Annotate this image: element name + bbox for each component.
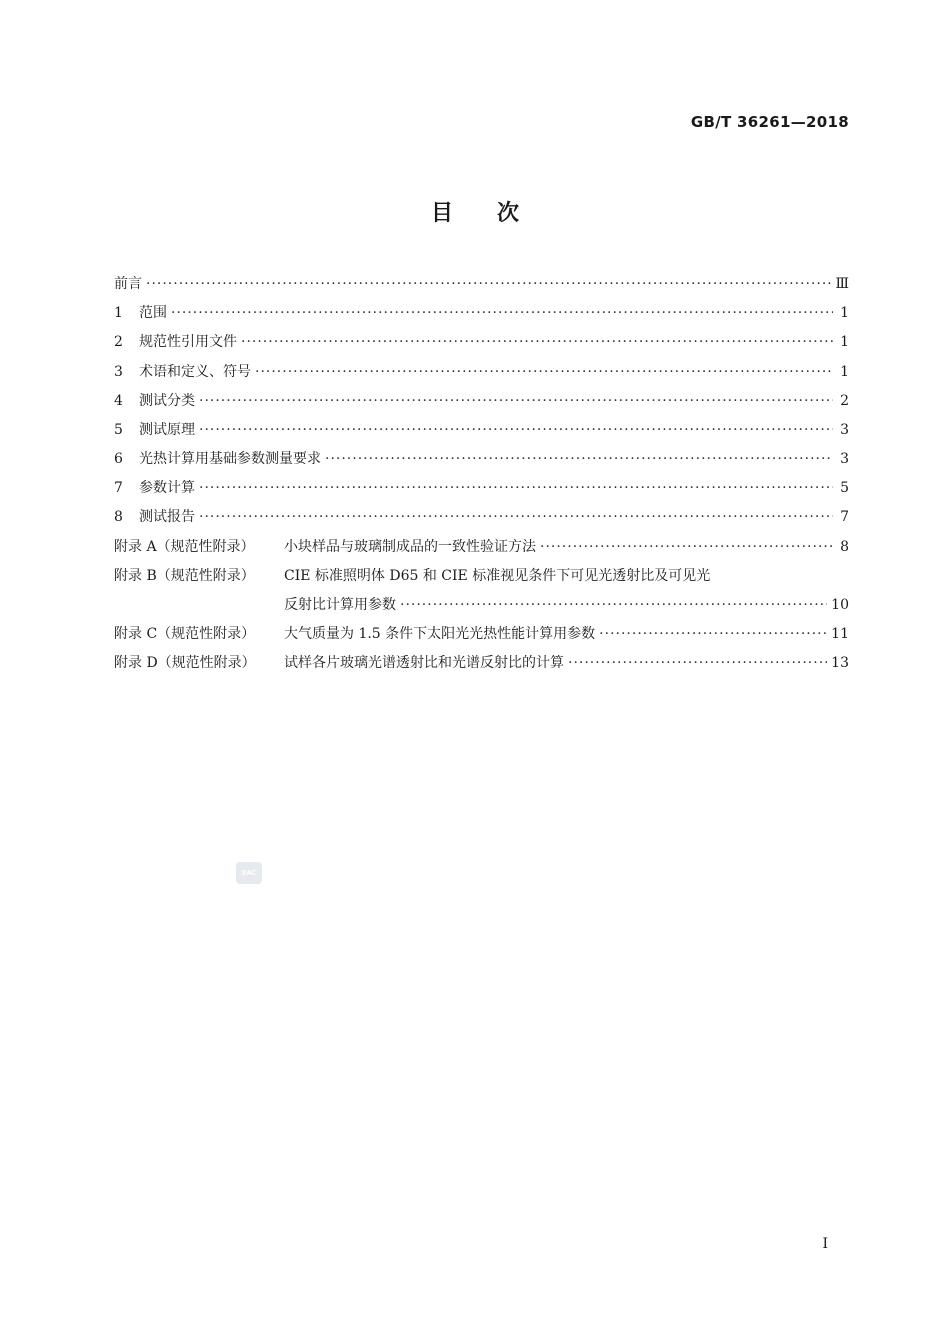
toc-entry-measurement-requirements[interactable] — [114, 445, 849, 474]
toc-entry-text: 范围 — [139, 305, 167, 322]
toc-leader — [199, 416, 833, 445]
toc-leader — [199, 503, 833, 532]
toc-page-number: 2 — [840, 392, 849, 409]
toc-leader — [540, 533, 833, 562]
toc-entry-normative-references[interactable] — [114, 328, 849, 357]
toc-entry-text: 测试原理 — [139, 421, 195, 438]
toc-entry-text: 测试分类 — [139, 392, 195, 409]
toc-entry-annex-c[interactable] — [114, 620, 849, 649]
toc-page-number: 7 — [840, 509, 849, 526]
toc-entry-text: 规范性引用文件 — [139, 334, 237, 351]
toc-entry-text: 术语和定义、符号 — [139, 363, 251, 380]
toc-entry-number: 7 — [114, 480, 123, 497]
toc-entry-annex-b-continued[interactable] — [114, 591, 849, 620]
toc-entry-text: 试样各片玻璃光谱透射比和光谱反射比的计算 — [284, 655, 564, 672]
toc-entry-annex-a[interactable] — [114, 533, 849, 562]
toc-entry-test-classification[interactable] — [114, 387, 849, 416]
toc-page-number: 3 — [840, 451, 849, 468]
toc-page-number: Ⅲ — [835, 275, 849, 292]
toc-entry-terms-definitions[interactable] — [114, 358, 849, 387]
toc-leader — [568, 649, 827, 678]
toc-entry-text: 测试报告 — [139, 509, 195, 526]
toc-entry-text: 大气质量为 1.5 条件下太阳光光热性能计算用参数 — [284, 626, 596, 643]
toc-page-number: 1 — [840, 363, 849, 380]
toc-entry-number: 5 — [114, 421, 123, 438]
toc-entry-text: CIE 标准照明体 D65 和 CIE 标准视见条件下可见光透射比及可见光 — [284, 567, 711, 584]
toc-leader — [199, 474, 833, 503]
toc-entry-test-principle[interactable] — [114, 416, 849, 445]
table-of-contents — [114, 270, 849, 679]
toc-entry-number: 2 — [114, 334, 123, 351]
toc-leader — [171, 299, 833, 328]
toc-entry-number: 4 — [114, 392, 123, 409]
toc-entry-text: 小块样品与玻璃制成品的一致性验证方法 — [284, 538, 536, 555]
page-title: 目次 — [430, 201, 563, 226]
toc-entry-scope[interactable] — [114, 299, 849, 328]
toc-entry-annex-d[interactable] — [114, 649, 849, 678]
toc-leader — [255, 358, 833, 387]
toc-page-number: 1 — [840, 334, 849, 351]
toc-page-number: 3 — [840, 421, 849, 438]
toc-page-number: 1 — [840, 305, 849, 322]
toc-entry-foreword[interactable] — [114, 270, 849, 299]
toc-annex-prefix: 附录 C（规范性附录） — [114, 626, 256, 643]
toc-page-number: 13 — [831, 655, 849, 672]
toc-entry-test-report[interactable] — [114, 504, 849, 533]
toc-leader — [241, 328, 833, 357]
toc-entry-number: 6 — [114, 451, 123, 468]
toc-annex-prefix: 附录 A（规范性附录） — [114, 538, 255, 555]
toc-entry-number: 3 — [114, 363, 123, 380]
toc-leader — [400, 591, 827, 620]
toc-entry-parameter-calculation[interactable] — [114, 474, 849, 503]
toc-leader — [599, 620, 827, 649]
toc-annex-prefix: 附录 B（规范性附录） — [114, 567, 255, 584]
toc-leader — [199, 387, 833, 416]
toc-annex-prefix: 附录 D（规范性附录） — [114, 655, 256, 672]
toc-leader — [325, 445, 833, 474]
toc-entry-text: 光热计算用基础参数测量要求 — [139, 451, 321, 468]
toc-entry-number: 1 — [114, 305, 123, 322]
toc-page-number: 10 — [831, 597, 849, 614]
toc-entry-text: 参数计算 — [139, 480, 195, 497]
toc-page-number: 5 — [840, 480, 849, 497]
toc-entry-text: 前言 — [114, 275, 142, 292]
toc-entry-annex-b[interactable] — [114, 562, 849, 591]
sac-watermark-logo: SAC — [236, 862, 262, 884]
toc-leader — [146, 270, 831, 299]
standard-number: GB/T 36261—2018 — [690, 113, 849, 131]
toc-page-number: 8 — [840, 538, 849, 555]
toc-entry-number: 8 — [114, 509, 123, 526]
toc-entry-text: 反射比计算用参数 — [284, 597, 396, 614]
footer-page-number: I — [822, 1236, 828, 1252]
toc-page-number: 11 — [831, 626, 849, 643]
